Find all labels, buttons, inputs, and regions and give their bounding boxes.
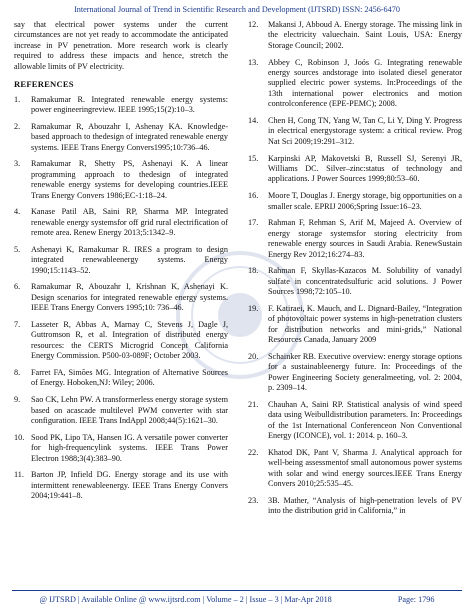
reference-number: 16. bbox=[248, 191, 259, 201]
reference-text: 3B. Mather, “Analysis of high-penetration levels of PV into the distribution grid in California,” in bbox=[268, 495, 462, 516]
reference-number: 12. bbox=[248, 20, 259, 29]
reference-number: 6. bbox=[14, 282, 21, 292]
reference-text: Chen H, Cong TN, Yang W, Tan C, Li Y, Ding Y. Progress in electrical energystorage system: a critical review. Prog Nat Sci 2009;19:291–312. bbox=[268, 116, 462, 146]
reference-number: 18. bbox=[248, 266, 259, 276]
reference-item bbox=[14, 207, 228, 238]
reference-item bbox=[14, 395, 228, 426]
reference-item bbox=[248, 448, 462, 490]
reference-item bbox=[248, 304, 462, 346]
references-heading: REFERENCES bbox=[14, 79, 74, 90]
reference-number: 7. bbox=[14, 320, 21, 329]
reference-number: 4. bbox=[14, 207, 21, 217]
footer-divider bbox=[12, 590, 462, 591]
reference-item bbox=[248, 218, 462, 260]
reference-text: Ramakumar R. Integrated renewable energy systems: power engineeringreview. IEEE 1995;15(2):10–3. bbox=[31, 94, 228, 115]
reference-text: Lasseter R, Abbas A, Marnay C, Stevens J, Dagle J, Guttromson R, et al. Integration of distributed energy resources: the CERTS Microgrid Concept California Energy Commission. P500-03-089F; October 2003. bbox=[31, 320, 228, 361]
reference-text: F. Katiraei, K. Mauch, and L. Dignard-Bailey, “Integration of photovoltaic power systems in high-penetration clusters for distribution networks and mini-grids,” National Resources Canada, January 2009 bbox=[268, 303, 462, 345]
reference-item bbox=[14, 245, 228, 276]
right-column bbox=[248, 20, 462, 523]
reference-text: Rahman F, Skyllas-Kazacos M. Solubility of vanadyl sulfate in concentratedsulfuric acid solutions. J Power Sources 1998;72:105–10. bbox=[268, 266, 462, 297]
reference-item bbox=[14, 433, 228, 464]
reference-text: Rahman F, Rehman S, Arif M, Majeed A. Overview of energy storage systemsfor storing electricity from renewable energy sources in Saudi Arabia. RenewSustain Energy Rev 2012;16:274–83. bbox=[268, 218, 462, 259]
intro-paragraph: say that electrical power systems under the current circumstances are not yet ready to accommodate the anticipated increase in PV penetration. More research work is clearly required to address these impacts and hence, stretch the allowable limits of PV electricity. bbox=[14, 20, 228, 71]
reference-text: Chauhan A, Saini RP. Statistical analysis of wind speed data using Weibulldistribution parameters. In: Proceedings of the 1st International Conferenceon Non Conventional Energy (ICONCE), vol. 1: 2014. p. 160–3. bbox=[268, 399, 462, 441]
reference-number: 5. bbox=[14, 244, 21, 254]
reference-text: Moore T, Douglas J. Energy storage, big opportunities on a smaller scale. EPRIJ 2006;Spring Issue:16–23. bbox=[268, 191, 462, 211]
reference-text: Kanase Patil AB, Saini RP, Sharma MP. Integrated renewable energy systemsfor off grid rural electrification of remote area. Renew Energy 2013;5:1342–9. bbox=[31, 207, 228, 238]
reference-item bbox=[14, 368, 228, 389]
footer-text: @ IJTSRD | Available Online @ www.ijtsrd.com | Volume – 2 | Issue – 3 | Mar-Apr 2018 bbox=[39, 595, 332, 604]
reference-number: 8. bbox=[14, 368, 21, 377]
reference-number: 1. bbox=[14, 94, 21, 104]
reference-item bbox=[248, 352, 462, 394]
reference-text: Farret FA, Simões MG. Integration of Alternative Sources of Energy. Hoboken,NJ: Wiley; 2006. bbox=[31, 368, 228, 388]
reference-text: Makansi J, Abboud A. Energy storage. The missing link in the electricity valuechain. Saint Louis, USA: Energy Storage Council; 2002. bbox=[268, 20, 462, 50]
reference-item bbox=[248, 266, 462, 297]
reference-number: 10. bbox=[14, 432, 25, 442]
reference-number: 3. bbox=[14, 159, 21, 169]
page-footer bbox=[0, 595, 474, 604]
reference-text: Ramakumar R, Shetty PS, Ashenayi K. A linear programming approach to thedesign of integrated renewable energy systems for developing countries.IEEE Trans Energy Convers 1986;EC-1:18–24. bbox=[31, 159, 228, 200]
reference-number: 23. bbox=[248, 495, 259, 505]
reference-item bbox=[248, 191, 462, 212]
reference-item bbox=[248, 20, 462, 51]
reference-item bbox=[14, 470, 228, 501]
page-number: Page: 1796 bbox=[397, 595, 435, 604]
reference-item bbox=[14, 122, 228, 153]
journal-header: International Journal of Trend in Scientific Research and Development (IJTSRD) ISSN: 2456-6470 bbox=[74, 5, 400, 14]
reference-text: Sood PK, Lipo TA, Hansen IG. A versatile power converter for high-frequencylink systems. IEEE Trans Power Electron 1988;3(4):383–90. bbox=[31, 432, 228, 463]
left-column bbox=[14, 20, 228, 508]
reference-text: Barton JP, Infield DG. Energy storage and its use with intermittent renewableenergy. IEEE Trans Energy Convers 2004;19:441–8. bbox=[31, 470, 228, 501]
reference-item bbox=[14, 320, 228, 362]
reference-number: 2. bbox=[14, 121, 21, 131]
reference-number: 20. bbox=[248, 351, 259, 361]
reference-number: 19. bbox=[248, 303, 259, 313]
reference-number: 15. bbox=[248, 153, 259, 163]
reference-number: 17. bbox=[248, 218, 259, 228]
reference-number: 22. bbox=[248, 447, 259, 457]
reference-item bbox=[14, 282, 228, 313]
reference-text: Sao CK, Lehn PW. A transformerless energy storage system based on acascade multilevel PWM converter with star configuration. IEEE Trans IndAppl 2008;44(5):1621–30. bbox=[31, 395, 228, 425]
reference-text: Schainker RB. Executive overview: energy storage options for a sustainableenergy future. In: Proceedings of the Power Engineering Society generalmeeting, vol. 2: 2004, p. 2309–14. bbox=[268, 351, 462, 393]
reference-number: 9. bbox=[14, 395, 21, 405]
reference-text: Ramakumar R, Abouzahr I, Ashenay KA. Knowledge-based approach to thedesign of integrated renewable energy systems. IEEE Trans Energy Convers1995;10:736–46. bbox=[31, 121, 228, 152]
reference-item bbox=[248, 116, 462, 147]
reference-text: Khatod DK, Pant V, Sharma J. Analytical approach for well-being assessmentof small autonomous power systems with solar and wind energy sources.IEEE Trans Energy Convers 2010;25:535–45. bbox=[268, 447, 462, 489]
reference-number: 21. bbox=[248, 399, 259, 409]
reference-number: 11. bbox=[14, 470, 24, 480]
reference-text: Karpinski AP, Makovetski B, Russell SJ, Serenyi JR, Williams DC. Silver–zinc:status of technology and applications. J Power Sources 1999;80:53–60. bbox=[268, 153, 462, 184]
reference-item bbox=[14, 95, 228, 116]
reference-item bbox=[248, 496, 462, 517]
reference-item bbox=[248, 58, 462, 110]
reference-number: 14. bbox=[248, 116, 259, 125]
reference-text: Ashenayi K, Ramakumar R. IRES a program to design integrated renewableenergy systems. Energy 1990;15:1143–52. bbox=[31, 244, 228, 275]
reference-item bbox=[14, 159, 228, 201]
reference-text: Ramakumar R, Abouzahr I, Krishnan K, Ashenayi K. Design scenarios for integrated renewable energy systems. IEEE Trans Energy Convers 1995;10: 736–46. bbox=[31, 282, 228, 313]
reference-text: Abbey C, Robinson J, Joós G. Integrating renewable energy sources andstorage into isolated diesel generator supplied electric power systems. In:Proceedings of the 13th international power electronics and motion controlconference (EPE-PEMC); 2008. bbox=[268, 57, 462, 109]
reference-item bbox=[248, 154, 462, 185]
reference-list-left bbox=[14, 95, 228, 502]
reference-item bbox=[248, 400, 462, 442]
reference-number: 13. bbox=[248, 57, 259, 67]
reference-list-right bbox=[248, 20, 462, 517]
